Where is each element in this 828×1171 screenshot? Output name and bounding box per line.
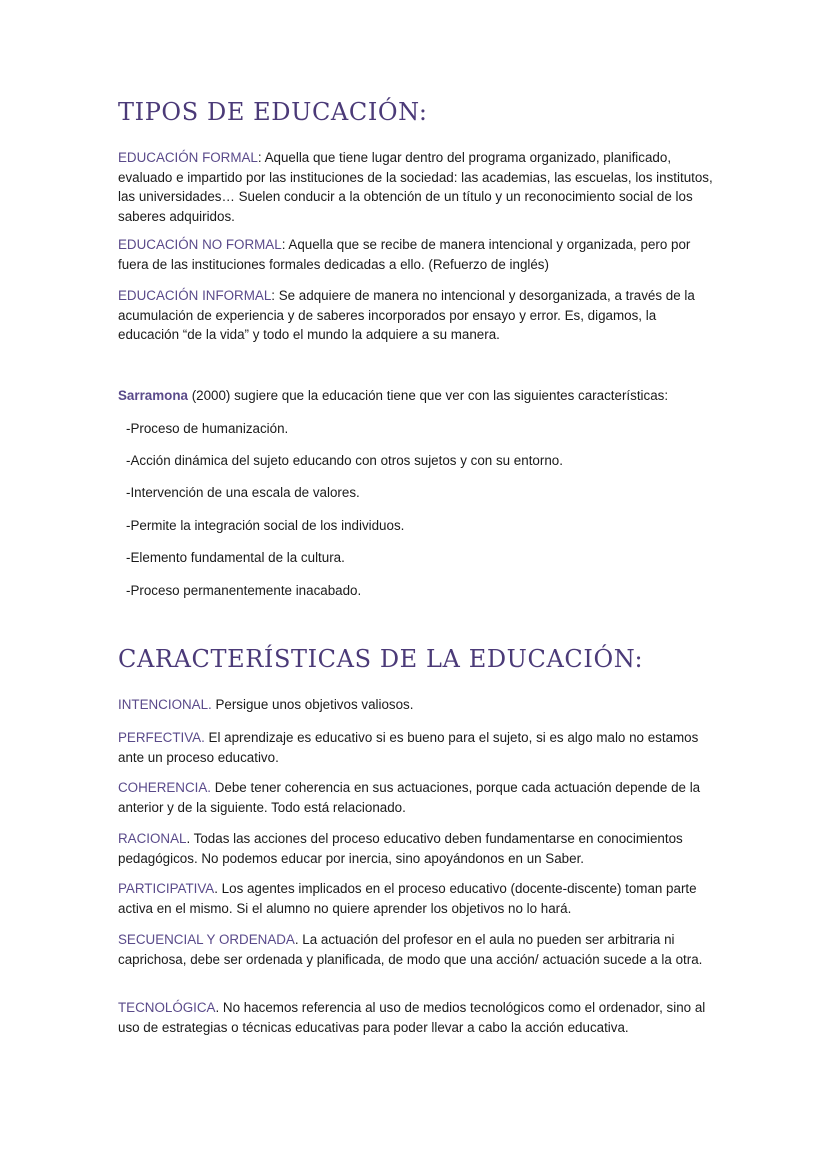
paragraph-educacion-no-formal <box>118 235 714 274</box>
list-item: -Intervención de una escala de valores. <box>126 485 360 500</box>
text-educacion-informal: : Se adquiere de manera no intencional y desorganizada, a través de la acumulación de experiencia y de saberes incorporados por ensayo y error. Es, digamos, la educación “de la vida” y todo el mundo la adquiere a su manera. <box>118 288 695 342</box>
text-sarramona: (2000) sugiere que la educación tiene que ver con las siguientes características: <box>187 388 669 403</box>
text-educacion-no-formal: : Aquella que se recibe de manera intencional y organizada, pero por fuera de las instituciones formales dedicadas a ello. (Refuerzo de inglés) <box>118 237 691 272</box>
list-item: -Proceso de humanización. <box>126 421 289 436</box>
list-item: -Proceso permanentemente inacabado. <box>126 583 362 598</box>
text-intencional: Persigue unos objetivos valiosos. <box>211 697 414 712</box>
paragraph-educacion-informal <box>118 286 714 345</box>
author-sarramona: Sarramona <box>118 388 188 403</box>
paragraph-participativa <box>118 879 714 918</box>
term-perfectiva: PERFECTIVA. <box>118 730 205 745</box>
term-educacion-no-formal: EDUCACIÓN NO FORMAL <box>118 237 282 252</box>
term-racional: RACIONAL <box>118 831 187 846</box>
text-educacion-formal: : Aquella que tiene lugar dentro del programa organizado, planificado, evaluado e impartido por las instituciones de la sociedad: las academias, las escuelas, los institutos, las universidades… Suelen conducir a la obtención de un título y un reconocimiento social de los saberes adquiridos. <box>118 150 713 224</box>
section-heading-tipos: TIPOS DE EDUCACIÓN: <box>118 98 428 126</box>
term-educacion-formal: EDUCACIÓN FORMAL <box>118 150 258 165</box>
text-tecnologica: . No hacemos referencia al uso de medios tecnológicos como el ordenador, sino al uso de estrategias o técnicas educativas para poder llevar a cabo la acción educativa. <box>118 1000 706 1035</box>
text-secuencial: . La actuación del profesor en el aula no pueden ser arbitraria ni caprichosa, debe ser ordenada y planificada, de modo que una acción/ actuación sucede a la otra. <box>118 932 703 967</box>
paragraph-tecnologica <box>118 998 714 1037</box>
term-educacion-informal: EDUCACIÓN INFORMAL <box>118 288 272 303</box>
paragraph-sarramona <box>118 386 714 406</box>
section-heading-caracteristicas: CARACTERÍSTICAS DE LA EDUCACIÓN: <box>118 645 644 673</box>
list-item: -Acción dinámica del sujeto educando con otros sujetos y con su entorno. <box>126 453 563 468</box>
text-racional: . Todas las acciones del proceso educativo deben fundamentarse en conocimientos pedagógicos. No podemos educar por inercia, sino apoyándonos en un Saber. <box>118 831 683 866</box>
list-item: -Elemento fundamental de la cultura. <box>126 550 345 565</box>
term-tecnologica: TECNOLÓGICA <box>118 1000 216 1015</box>
paragraph-racional <box>118 829 714 868</box>
list-item: -Permite la integración social de los individuos. <box>126 518 405 533</box>
text-perfectiva: El aprendizaje es educativo si es bueno para el sujeto, si es algo malo no estamos ante un proceso educativo. <box>118 730 699 765</box>
paragraph-perfectiva <box>118 728 714 767</box>
term-coherencia: COHERENCIA. <box>118 780 212 795</box>
paragraph-secuencial <box>118 930 714 969</box>
text-coherencia: Debe tener coherencia en sus actuaciones, porque cada actuación depende de la anterior y de la siguiente. Todo está relacionado. <box>118 780 701 815</box>
term-intencional: INTENCIONAL. <box>118 697 212 712</box>
paragraph-educacion-formal <box>118 148 714 226</box>
term-participativa: PARTICIPATIVA <box>118 881 215 896</box>
term-secuencial: SECUENCIAL Y ORDENADA <box>118 932 295 947</box>
paragraph-coherencia <box>118 778 714 817</box>
paragraph-intencional <box>118 695 714 715</box>
text-participativa: . Los agentes implicados en el proceso educativo (docente-discente) toman parte activa en el mismo. Si el alumno no quiere aprender los objetivos no lo hará. <box>118 881 697 916</box>
